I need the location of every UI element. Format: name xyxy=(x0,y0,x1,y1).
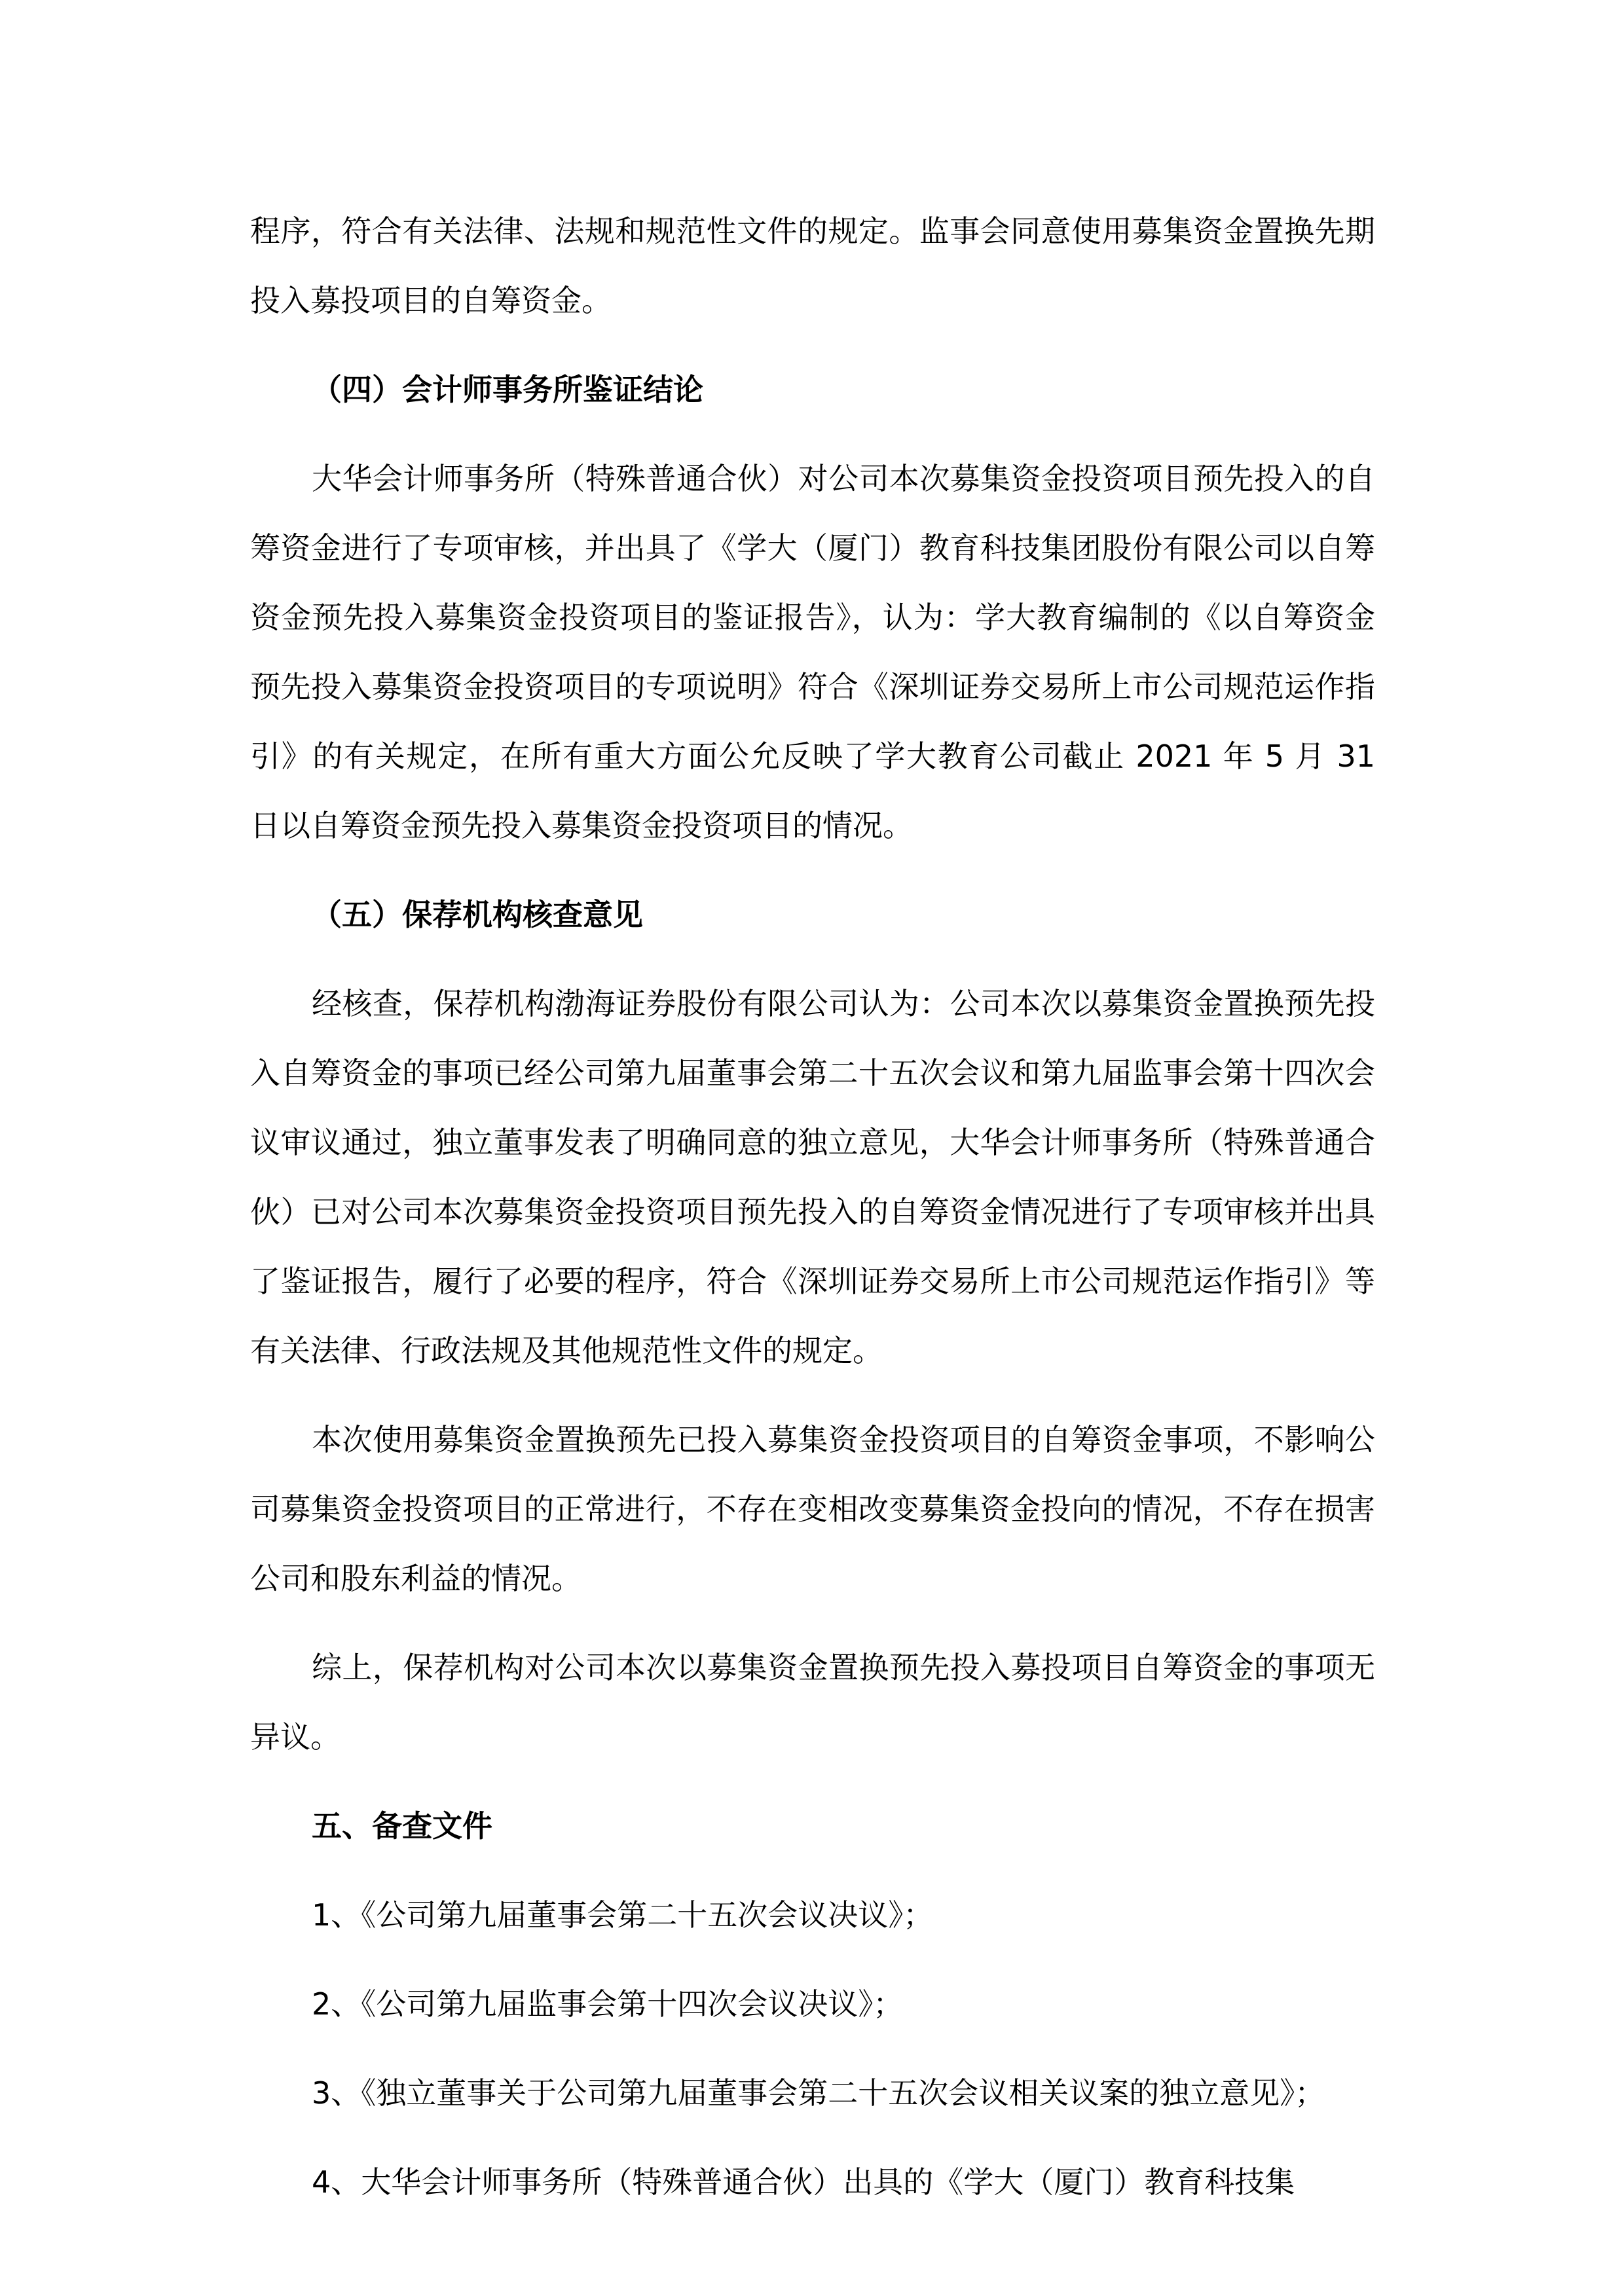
paragraph-accounting-firm-conclusion: 大华会计师事务所（特殊普通合伙）对公司本次募集资金投资项目预先投入的自筹资金进行了专项审核，并出具了《学大（厦门）教育科技集团股份有限公司以自筹资金预先投入募集资金投资项目的鉴证报告》，认为：学大教育编制的《以自筹资金预先投入募集资金投资项目的专项说明》符合《深圳证券交易所上市公司规范运作指引》的有关规定，在所有重大方面公允反映了学大教育公司截止 2021 年 5 月 31 日以自筹资金预先投入募集资金投资项目的情况。 xyxy=(250,461,1375,843)
paragraph-sponsor-opinion: 经核查，保荐机构渤海证券股份有限公司认为：公司本次以募集资金置换预先投入自筹资金的事项已经公司第九届董事会第二十五次会议和第九届监事会第十四次会议审议通过，独立董事发表了明确同意的独立意见，大华会计师事务所（特殊普通合伙）已对公司本次募集资金投资项目预先投入的自筹资金情况进行了专项审核并出具了鉴证报告，履行了必要的程序，符合《深圳证券交易所上市公司规范运作指引》等有关法律、行政法规及其他规范性文件的规定。 xyxy=(250,986,1375,1368)
paragraph-no-impact: 本次使用募集资金置换预先已投入募集资金投资项目的自筹资金事项，不影响公司募集资金投资项目的正常进行，不存在变相改变募集资金投向的情况，不存在损害公司和股东利益的情况。 xyxy=(250,1422,1375,1596)
reference-file-item: 2、《公司第九届监事会第十四次会议决议》； xyxy=(312,1986,904,2022)
heading-reference-files: 五、备查文件 xyxy=(312,1808,492,1844)
heading-sponsor-opinion: （五）保荐机构核查意见 xyxy=(312,897,643,932)
reference-file-item: 4、大华会计师事务所（特殊普通合伙）出具的《学大（厦门）教育科技集 xyxy=(312,2164,1295,2200)
reference-file-item: 1、《公司第九届董事会第二十五次会议决议》； xyxy=(312,1897,934,1933)
reference-file-item: 3、《独立董事关于公司第九届董事会第二十五次会议相关议案的独立意见》； xyxy=(312,2075,1325,2111)
heading-accounting-firm-conclusion: （四）会计师事务所鉴证结论 xyxy=(312,372,703,407)
document-body xyxy=(250,196,1375,2217)
paragraph-summary: 综上，保荐机构对公司本次以募集资金置换预先投入募投项目自筹资金的事项无异议。 xyxy=(250,1650,1375,1755)
paragraph-supervisory-conclusion: 程序，符合有关法律、法规和规范性文件的规定。监事会同意使用募集资金置换先期投入募投项目的自筹资金。 xyxy=(250,213,1375,318)
